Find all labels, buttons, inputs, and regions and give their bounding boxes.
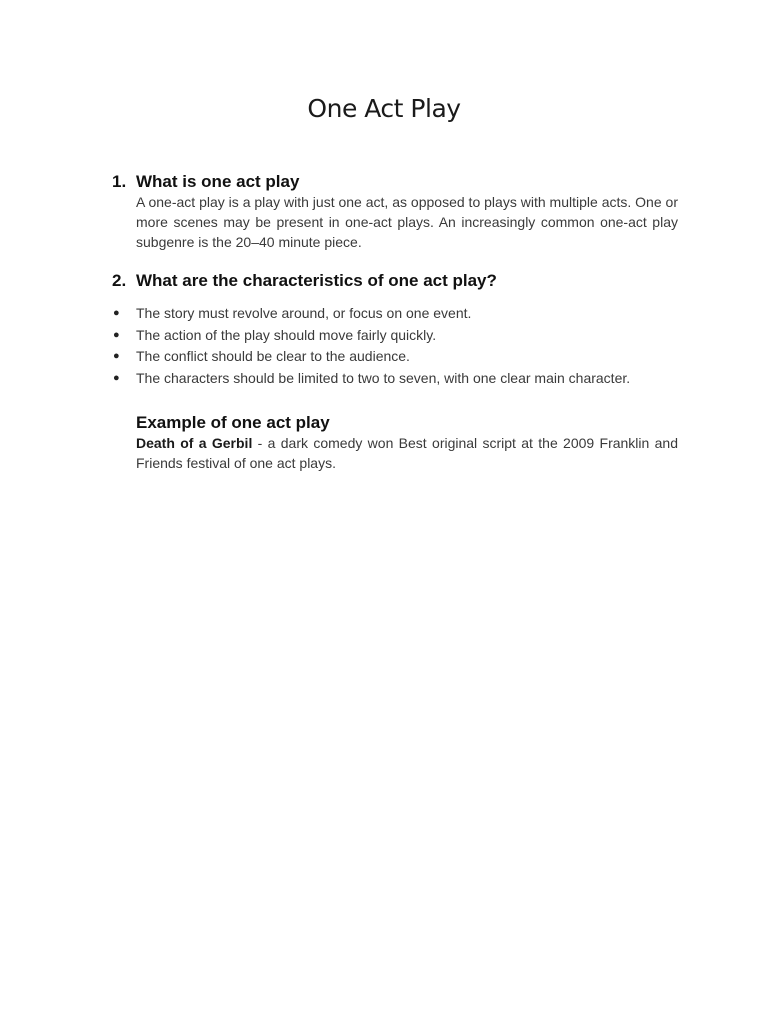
list-item-text: The story must revolve around, or focus on one event. bbox=[136, 305, 472, 321]
section-heading bbox=[112, 172, 678, 192]
bullet-dot-icon: ● bbox=[113, 371, 120, 384]
example-description: - a dark comedy won Best original script at the 2009 Franklin and Friends festival of one act plays. bbox=[136, 435, 679, 471]
list-item bbox=[112, 303, 692, 325]
section-heading bbox=[112, 271, 678, 291]
section-number: 2. bbox=[112, 271, 127, 290]
section-heading-text: What are the characteristics of one act play? bbox=[136, 271, 497, 290]
list-item bbox=[112, 346, 692, 368]
example-body bbox=[136, 433, 678, 473]
example-heading: Example of one act play bbox=[136, 413, 330, 432]
list-item bbox=[112, 368, 692, 390]
list-item-text: The characters should be limited to two to seven, with one clear main character. bbox=[136, 369, 631, 386]
bullet-dot-icon: ● bbox=[113, 328, 120, 341]
bullet-dot-icon: ● bbox=[113, 307, 120, 319]
section-number: 1. bbox=[112, 172, 127, 191]
list-item bbox=[112, 325, 692, 347]
section-what-is bbox=[112, 172, 678, 252]
example-title: Death of a Gerbil bbox=[136, 435, 253, 451]
document-title: One Act Play bbox=[307, 94, 461, 123]
section-characteristics bbox=[112, 271, 678, 291]
characteristics-list bbox=[112, 303, 692, 389]
bullet-dot-icon: ● bbox=[113, 350, 120, 362]
section-body: A one-act play is a play with just one act, as opposed to plays with multiple acts. One or more scenes may be present in one-act plays. An increasingly common one-act play subgenre is the 20–40 minute piece. bbox=[136, 194, 678, 250]
list-item-text: The conflict should be clear to the audience. bbox=[136, 348, 410, 364]
section-example bbox=[112, 413, 678, 473]
list-item-text: The action of the play should move fairly quickly. bbox=[136, 326, 437, 343]
section-heading-text: What is one act play bbox=[136, 172, 300, 191]
